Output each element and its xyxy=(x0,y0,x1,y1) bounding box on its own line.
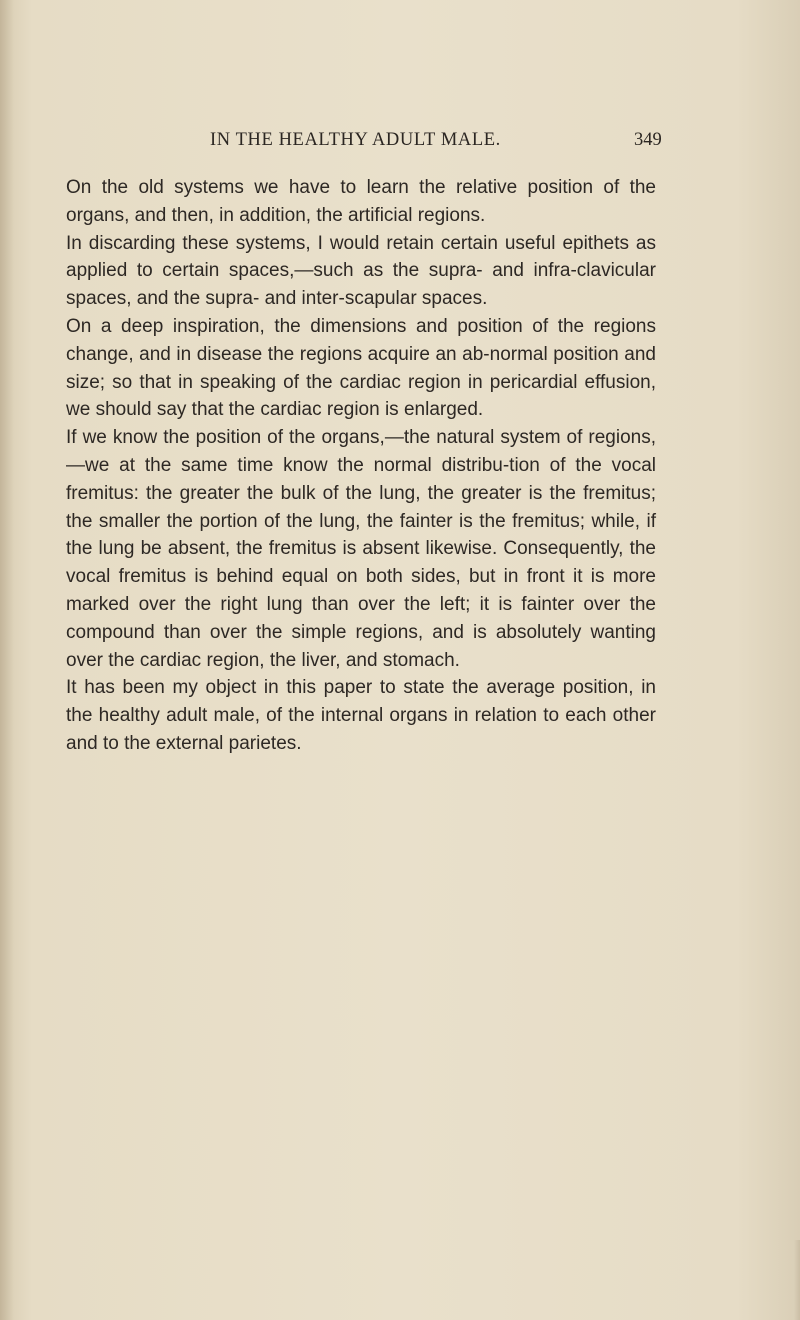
running-title: IN THE HEALTHY ADULT MALE. xyxy=(210,130,501,150)
paragraph: On the old systems we have to learn the relative position of the organs, and then, in addition, the artificial regions. xyxy=(66,177,656,226)
gutter-shadow xyxy=(0,0,14,1320)
paragraph: It has been my object in this paper to state the average position, in the healthy adult male, of the internal organs in relation to each other and to the external parietes. xyxy=(66,677,656,754)
paragraph: On a deep inspiration, the dimensions and position of the regions change, and in disease the regions acquire an ab-normal position and size; so that in speaking of the cardiac region in pericardial effusion, we should say that the cardiac region is enlarged. xyxy=(66,315,656,421)
page-edge-shadow xyxy=(794,1240,800,1320)
page-number: 349 xyxy=(634,130,662,150)
body-text xyxy=(66,174,656,758)
running-head xyxy=(0,130,800,160)
paragraph: In discarding these systems, I would retain certain useful epithets as applied to certain spaces,—such as the supra- and infra-clavicular spaces, and the supra- and inter-scapular spaces. xyxy=(66,232,656,310)
paragraph: If we know the position of the organs,—the natural system of regions,—we at the same time know the normal distribu-tion of the vocal fremitus: the greater the bulk of the lung, the greater is the fremitus; the smaller the portion of the lung, the fainter is the fremitus; while, if the lung be absent, the fremitus is absent likewise. Consequently, the vocal fremitus is behind equal on both sides, but in front it is more marked over the right lung than over the left; it is fainter over the compound than over the simple regions, and is absolutely wanting over the cardiac region, the liver, and stomach. xyxy=(66,427,656,671)
